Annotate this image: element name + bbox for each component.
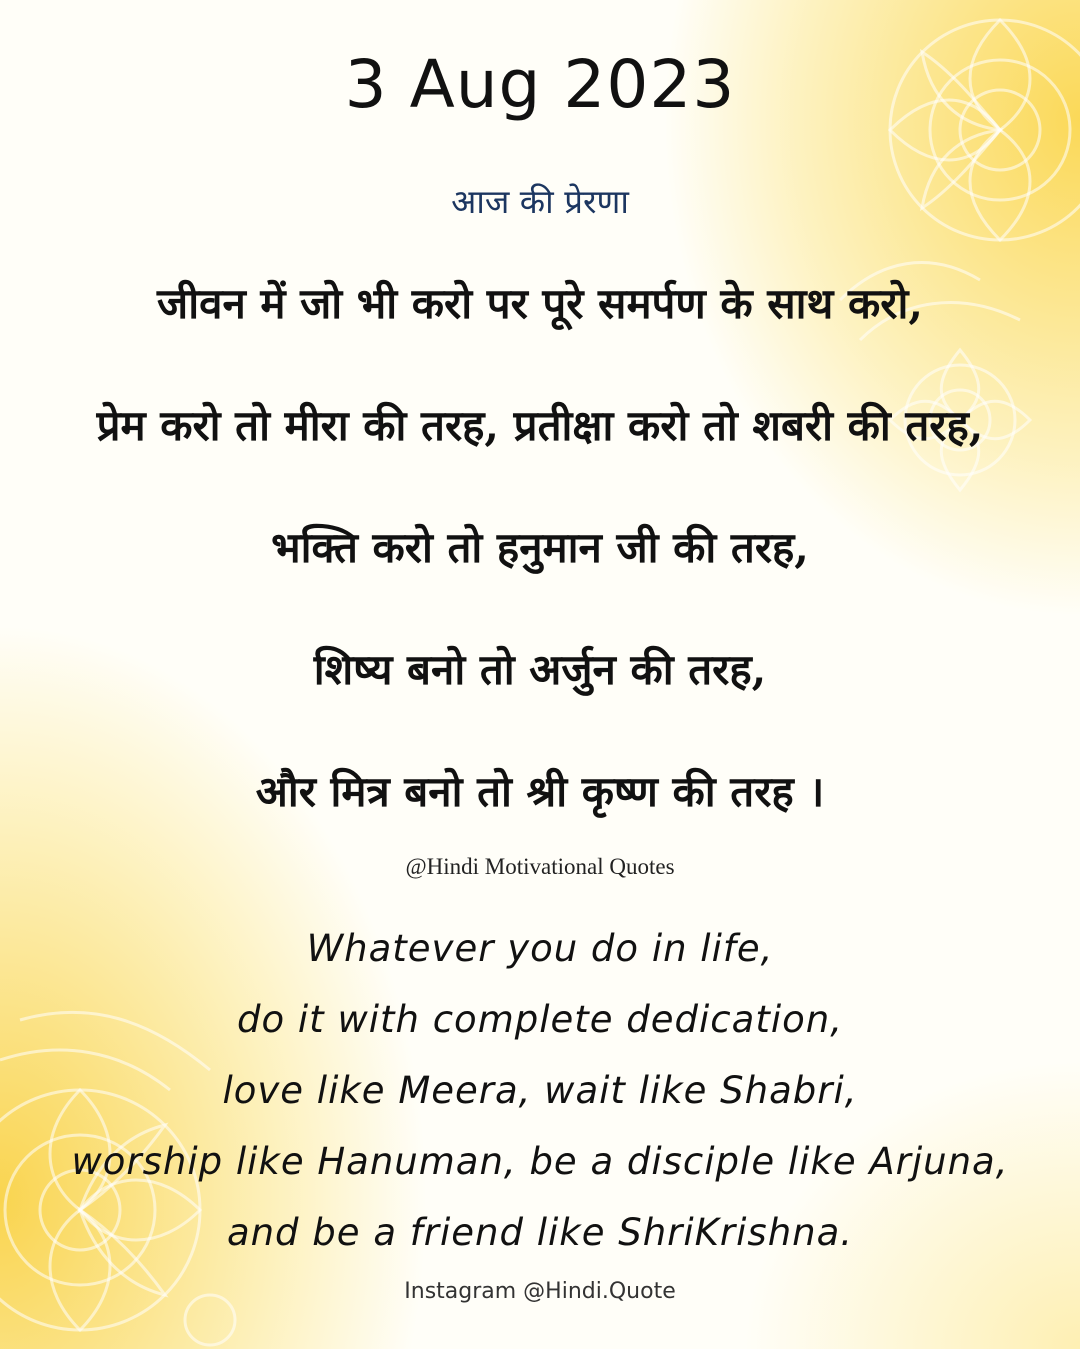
hindi-quote-line: प्रेम करो तो मीरा की तरह, प्रतीक्षा करो तो शबरी की तरह,: [96, 401, 984, 450]
hindi-quote-line: जीवन में जो भी करो पर पूरे समर्पण के साथ करो,: [157, 279, 923, 328]
instagram-handle: Instagram @Hindi.Quote: [404, 1279, 676, 1304]
english-quote-line: worship like Hanuman, be a disciple like Arjuna,: [71, 1140, 1009, 1183]
hindi-quote-line: शिष्य बनो तो अर्जुन की तरह,: [313, 645, 767, 694]
english-quote-line: love like Meera, wait like Shabri,: [222, 1069, 858, 1112]
english-quote-line: Whatever you do in life,: [306, 927, 774, 970]
hindi-quote-line: भक्ति करो तो हनुमान जी की तरह,: [271, 523, 809, 572]
date-heading: 3 Aug 2023: [344, 46, 736, 123]
hindi-quote-line: और मित्र बनो तो श्री कृष्ण की तरह ।: [255, 767, 825, 816]
subtitle-aaj-ki-prerna: आज की प्रेरणा: [451, 182, 629, 221]
credit-text: @Hindi Motivational Quotes: [405, 854, 675, 879]
english-quote-line: do it with complete dedication,: [237, 998, 843, 1041]
english-quote: [0, 922, 1080, 1277]
hindi-quote: [0, 268, 1080, 878]
english-quote-line: and be a friend like ShriKrishna.: [226, 1211, 854, 1254]
